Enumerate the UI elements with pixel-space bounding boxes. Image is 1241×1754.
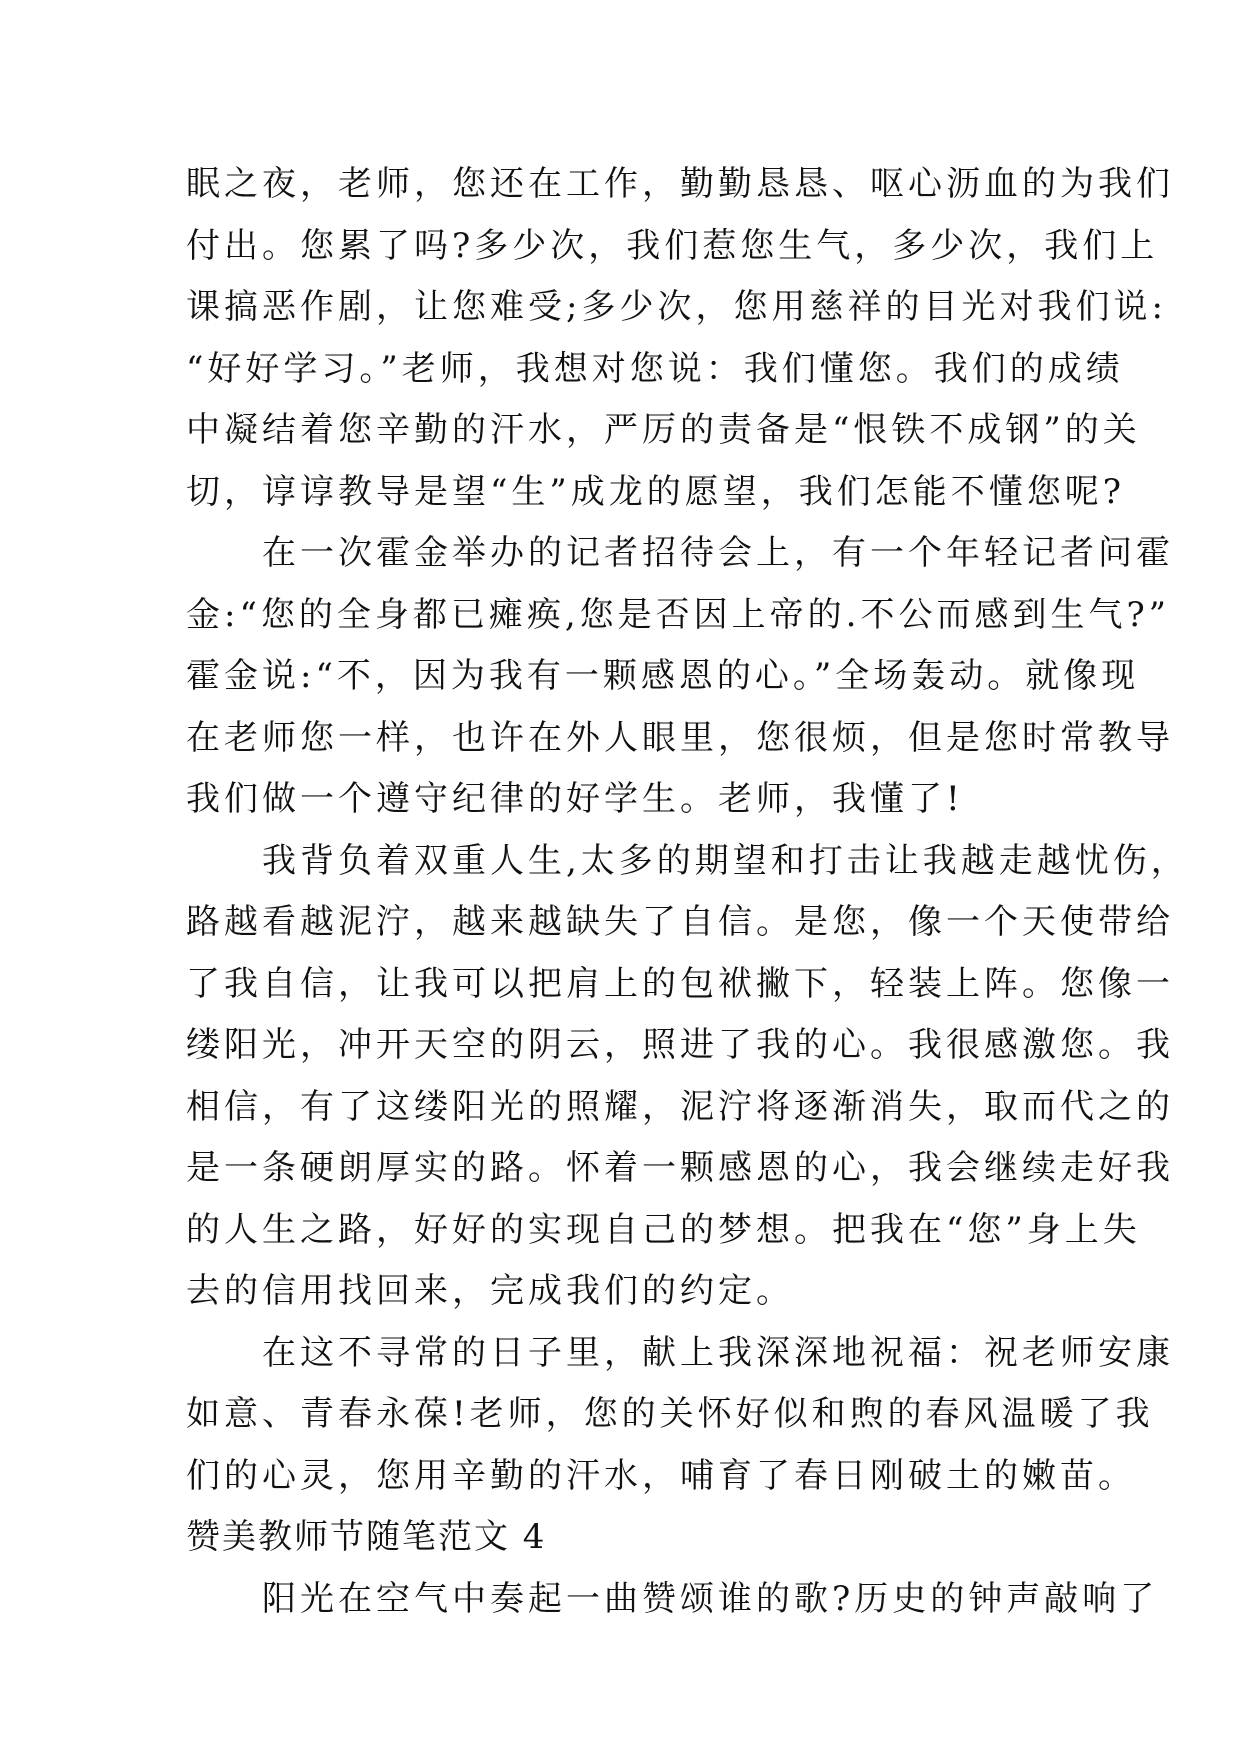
text-line: 在老师您一样，也许在外人眼里，您很烦，但是您时常教导 bbox=[186, 717, 1174, 758]
text-line: 切，谆谆教导是望“生”成龙的愿望，我们怎能不懂您呢? bbox=[186, 471, 1125, 512]
section-heading: 赞美教师节随笔范文 4 bbox=[186, 1517, 547, 1557]
text-line: 缕阳光，冲开天空的阴云，照进了我的心。我很感激您。我 bbox=[186, 1025, 1174, 1065]
text-line: 了我自信，让我可以把肩上的包袱撇下，轻装上阵。您像一 bbox=[186, 963, 1174, 1004]
text-line: 相信，有了这缕阳光的照耀，泥泞将逐渐消失，取而代之的 bbox=[186, 1086, 1174, 1127]
text-line: 在这不寻常的日子里，献上我深深地祝福：祝老师安康 bbox=[186, 1332, 1174, 1373]
text-line: 我背负着双重人生,太多的期望和打击让我越走越忧伤， bbox=[186, 840, 1189, 881]
text-line: 在一次霍金举办的记者招待会上，有一个年轻记者问霍 bbox=[186, 533, 1174, 573]
text-line: 的人生之路，好好的实现自己的梦想。把我在“您”身上失 bbox=[186, 1209, 1141, 1250]
text-line: 路越看越泥泞，越来越缺失了自信。是您，像一个天使带给 bbox=[186, 902, 1174, 942]
text-line: 阳光在空气中奏起一曲赞颂谁的歌?历史的钟声敲响了 bbox=[186, 1578, 1159, 1619]
text-line: 去的信用找回来，完成我们的约定。 bbox=[186, 1271, 794, 1311]
text-line: 我们做一个遵守纪律的好学生。老师，我懂了! bbox=[186, 779, 964, 819]
body-text bbox=[186, 154, 1189, 1630]
text-line: 中凝结着您辛勤的汗水，严厉的责备是“恨铁不成钢”的关 bbox=[186, 410, 1141, 450]
text-line: 眠之夜，老师，您还在工作，勤勤恳恳、呕心沥血的为我们 bbox=[186, 164, 1174, 204]
text-line: 霍金说:“不，因为我有一颗感恩的心。”全场轰动。就像现 bbox=[186, 656, 1140, 696]
text-line: 课搞恶作剧，让您难受;多少次，您用慈祥的目光对我们说: bbox=[186, 287, 1167, 327]
text-line: 们的心灵，您用辛勤的汗水，哺育了春日刚破土的嫩苗。 bbox=[186, 1455, 1136, 1496]
text-line: 金:“您的全身都已瘫痪,您是否因上帝的.不公而感到生气?” bbox=[186, 594, 1171, 635]
text-line: 是一条硬朗厚实的路。怀着一颗感恩的心，我会继续走好我 bbox=[186, 1148, 1174, 1188]
text-line: “好好学习。”老师，我想对您说：我们懂您。我们的成绩 bbox=[186, 348, 1124, 389]
text-line: 付出。您累了吗?多少次，我们惹您生气，多少次，我们上 bbox=[186, 225, 1159, 266]
text-line: 如意、青春永葆!老师，您的关怀好似和煦的春风温暖了我 bbox=[186, 1394, 1154, 1434]
